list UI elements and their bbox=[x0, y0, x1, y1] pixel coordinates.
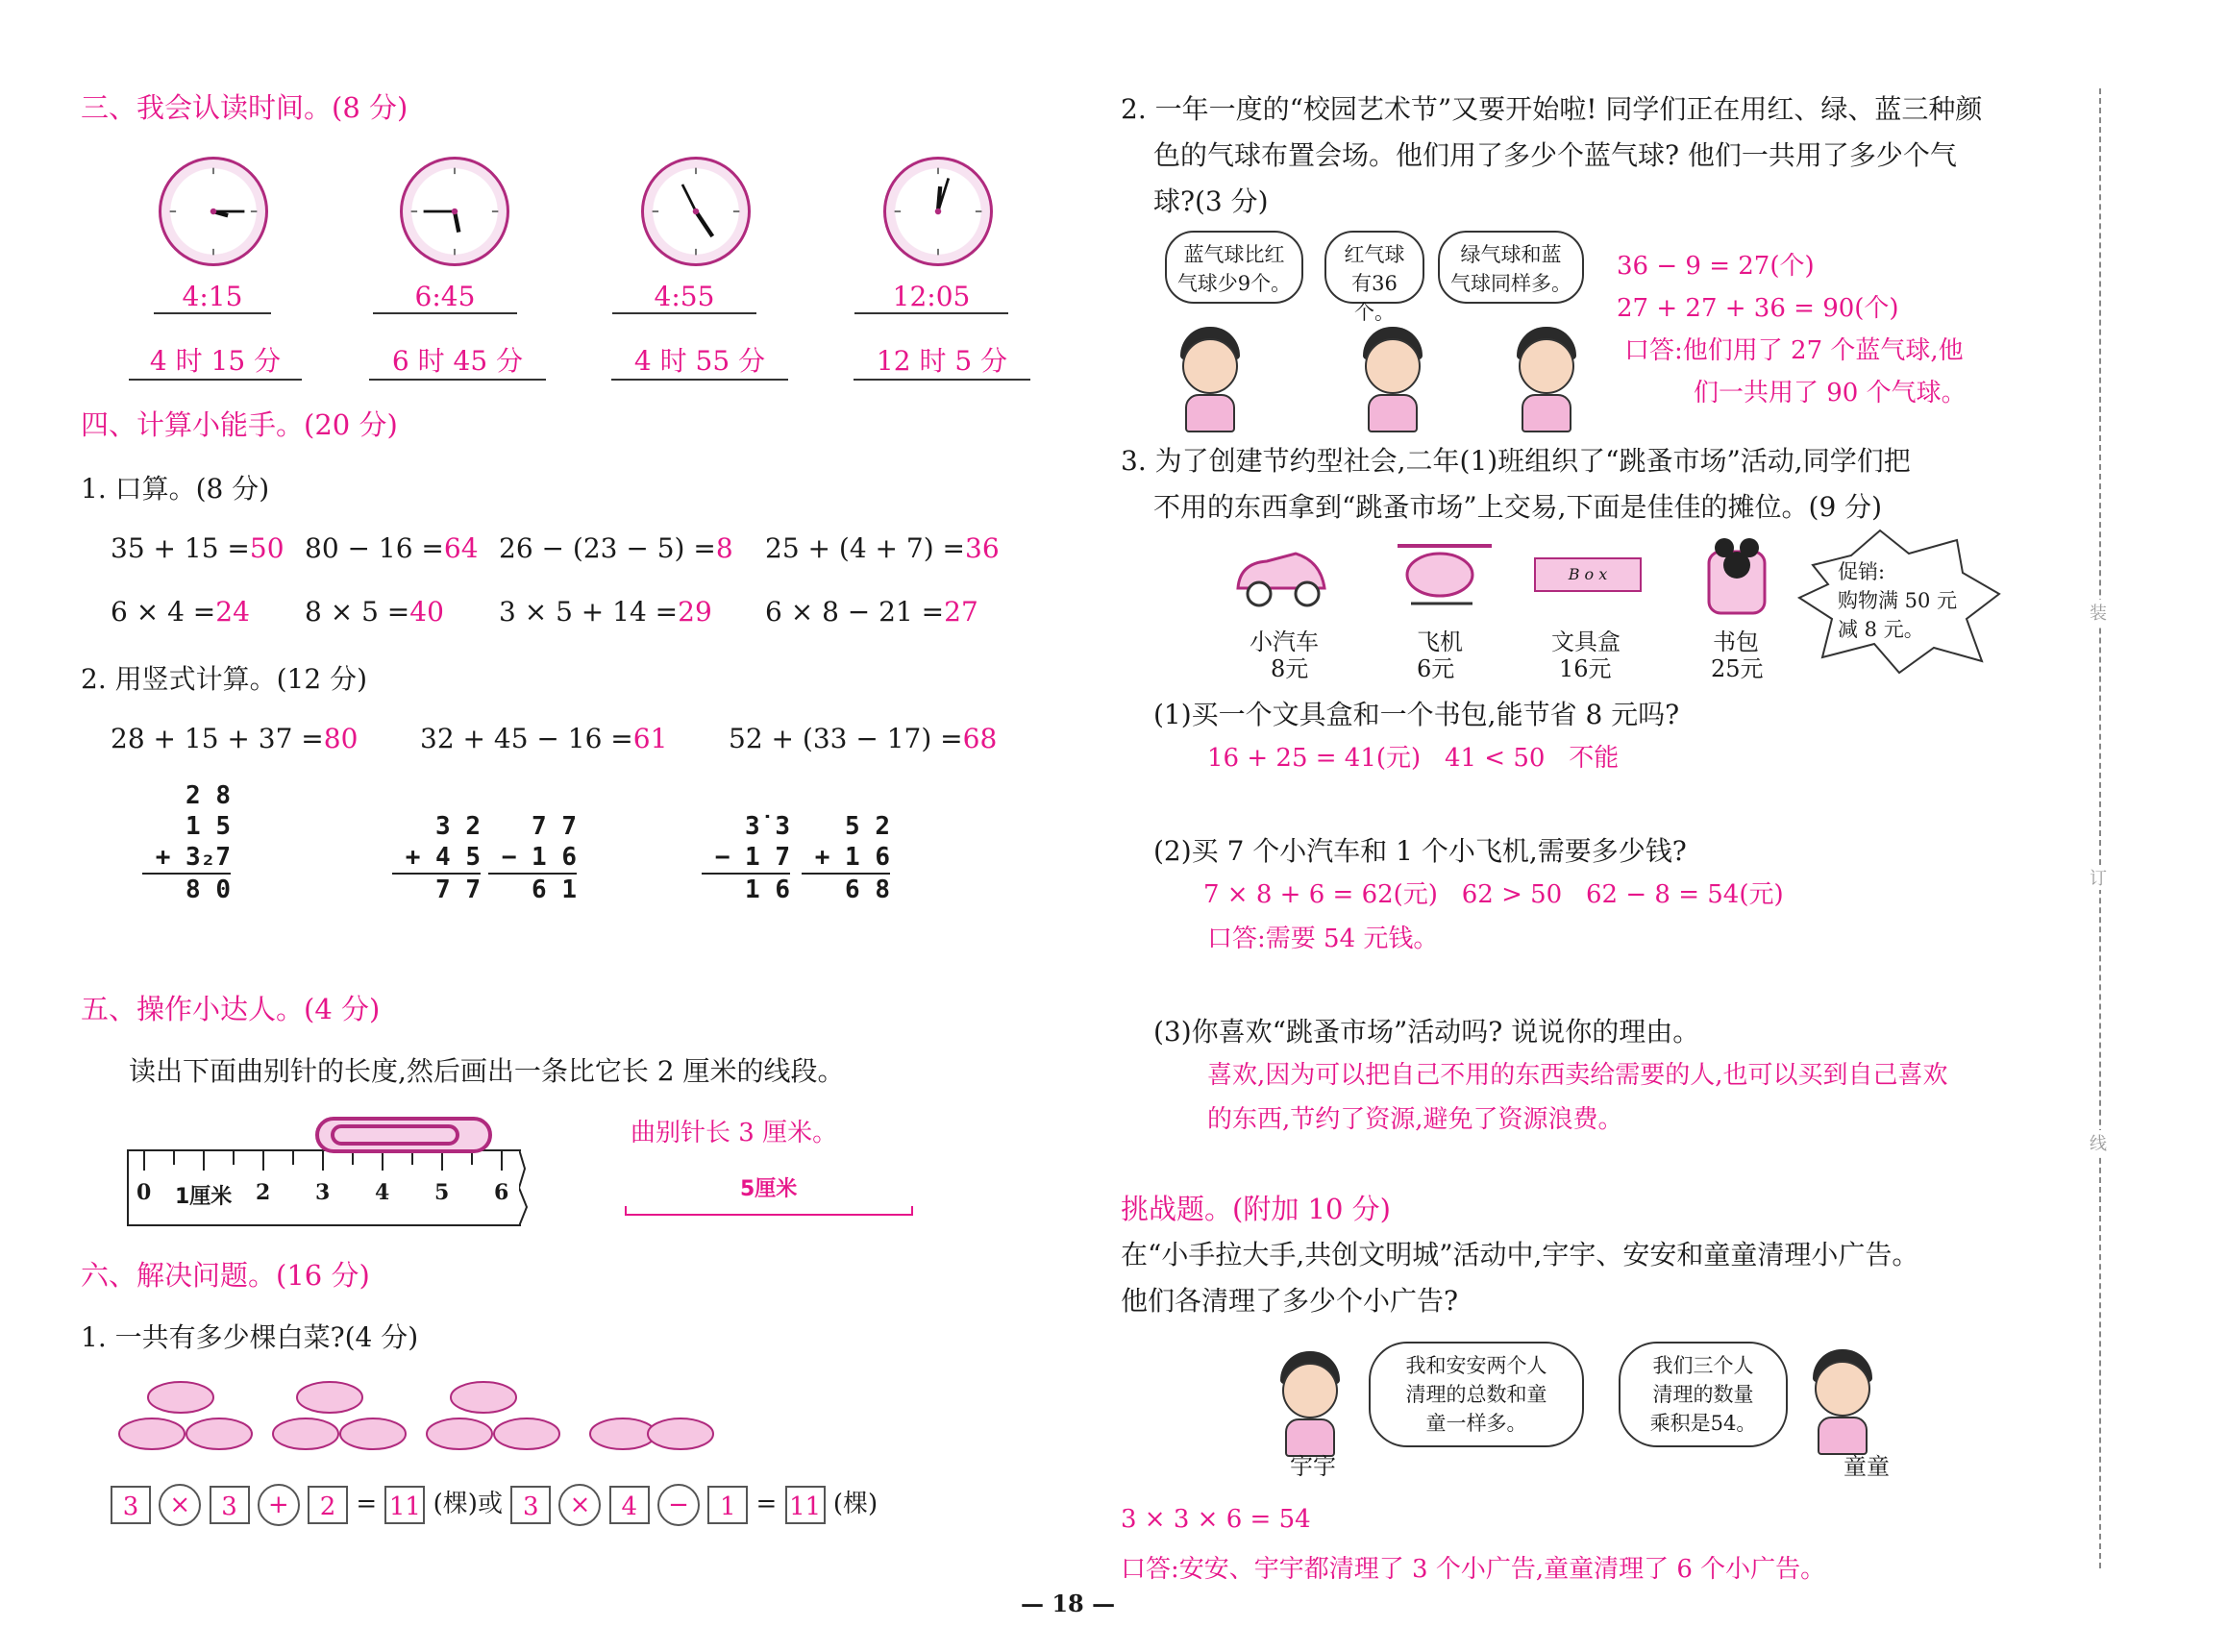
clock-face-4 bbox=[883, 157, 993, 266]
binding-dashed-line bbox=[2099, 88, 2101, 1568]
answer-box: 4 bbox=[609, 1486, 650, 1524]
clock-4-digital: 12:05 bbox=[854, 281, 1008, 314]
ruler-label-3: 3 bbox=[315, 1180, 331, 1205]
clock-icon bbox=[161, 160, 265, 263]
q2-line-3: 球?(3 分) bbox=[1153, 185, 1269, 217]
clock-face-1 bbox=[159, 157, 268, 266]
clock-icon bbox=[886, 160, 990, 263]
ruler-label-2: 2 bbox=[256, 1180, 271, 1205]
clock-2-words: 6 时 45 分 bbox=[369, 340, 546, 381]
drawn-line-segment bbox=[625, 1206, 913, 1216]
binding-char-1: 装 bbox=[2090, 600, 2107, 625]
clock-1-digital: 4:15 bbox=[154, 281, 271, 314]
speech-bubble-tongtong: 我们三个人 清理的数量 乘积是54。 bbox=[1619, 1342, 1788, 1447]
section-4-heading: 四、计算小能手。(20 分) bbox=[81, 408, 398, 441]
section-5-heading: 五、操作小达人。(4 分) bbox=[81, 993, 381, 1025]
oral-q-1: 35 + 15 =50 bbox=[111, 532, 285, 564]
schoolbag-icon bbox=[1703, 534, 1770, 617]
cabbage-illustration bbox=[113, 1368, 729, 1455]
vertical-eq-2: 32 + 45 − 16 =61 bbox=[420, 723, 668, 754]
girl-figure-1 bbox=[1180, 327, 1240, 432]
vertical-eq-1: 28 + 15 + 37 =80 bbox=[111, 723, 359, 754]
ruler-torn-edge bbox=[519, 1149, 538, 1226]
oral-q-6: 8 × 5 =40 bbox=[305, 596, 444, 628]
challenge-answer-2: 口答:安安、宇宇都清理了 3 个小广告,童童清理了 6 个小广告。 bbox=[1121, 1555, 1826, 1584]
section-5-instruction: 读出下面曲别针的长度,然后画出一条比它长 2 厘米的线段。 bbox=[129, 1055, 845, 1087]
clock-3-digital: 4:55 bbox=[612, 281, 756, 314]
clock-4-words: 12 时 5 分 bbox=[854, 340, 1030, 381]
answer-box: 1 bbox=[707, 1486, 748, 1524]
clock-icon bbox=[644, 160, 748, 263]
q3-sub-3: (3)你喜欢“跳蚤市场”活动吗? 说说你的理由。 bbox=[1153, 1016, 1700, 1048]
toy-car-icon bbox=[1228, 534, 1334, 613]
oral-q-3: 26 − (23 − 5) =8 bbox=[499, 532, 733, 564]
oral-q-8: 6 × 8 − 21 =27 bbox=[765, 596, 978, 628]
q3-line-1: 3. 为了创建节约型社会,二年(1)班组织了“跳蚤市场”活动,同学们把 bbox=[1121, 445, 1911, 477]
vertical-work-2a: 3 2 + 4 5 7 7 bbox=[392, 811, 481, 905]
q3-answer-1: 16 + 25 = 41(元) 41 < 50 不能 bbox=[1207, 744, 1620, 773]
clock-face-2 bbox=[400, 157, 509, 266]
drawn-line-label: 5厘米 bbox=[740, 1177, 798, 1201]
q3-answer-3b: 的东西,节约了资源,避免了资源浪费。 bbox=[1207, 1105, 1623, 1134]
q2-answer-1: 36 − 9 = 27(个) bbox=[1617, 252, 1815, 281]
toy-plane-icon bbox=[1392, 538, 1497, 611]
challenge-heading: 挑战题。(附加 10 分) bbox=[1121, 1193, 1391, 1225]
section-3-heading: 三、我会认读时间。(8 分) bbox=[81, 91, 408, 124]
operator-circle: − bbox=[657, 1484, 700, 1526]
girl-figure-2 bbox=[1363, 327, 1423, 432]
clock-2-digital: 6:45 bbox=[373, 281, 517, 314]
q3-sub-1: (1)买一个文具盒和一个书包,能节省 8 元吗? bbox=[1153, 699, 1680, 730]
speech-bubble-1: 蓝气球比红 气球少9个。 bbox=[1165, 231, 1303, 304]
promo-text: 促销: 购物满 50 元 减 8 元。 bbox=[1838, 560, 1958, 641]
challenge-line-1: 在“小手拉大手,共创文明城”活动中,宇宇、安安和童童清理小广告。 bbox=[1121, 1239, 1919, 1270]
answer-box: 11 bbox=[384, 1486, 425, 1524]
q3-line-2: 不用的东西拿到“跳蚤市场”上交易,下面是佳佳的摊位。(9 分) bbox=[1153, 491, 1883, 523]
paper-clip-icon bbox=[313, 1115, 496, 1157]
name-tongtong: 童童 bbox=[1843, 1453, 1890, 1480]
ruler-label-0: 0 bbox=[136, 1180, 152, 1205]
oral-calc-title: 1. 口算。(8 分) bbox=[81, 473, 270, 505]
ruler-label-1: 1厘米 bbox=[175, 1185, 233, 1209]
binding-char-2: 订 bbox=[2090, 865, 2107, 890]
ruler-label-6: 6 bbox=[494, 1180, 509, 1205]
oral-q-7: 3 × 5 + 14 =29 bbox=[499, 596, 712, 628]
clock-3-words: 4 时 55 分 bbox=[611, 340, 788, 381]
challenge-line-2: 他们各清理了多少个小广告? bbox=[1121, 1285, 1459, 1317]
oral-q-4: 25 + (4 + 7) =36 bbox=[765, 532, 1000, 564]
q3-answer-2b: 口答:需要 54 元钱。 bbox=[1207, 925, 1439, 953]
vertical-work-3b: 5 2 + 1 6 6 8 bbox=[802, 811, 890, 905]
answer-box: 2 bbox=[308, 1486, 348, 1524]
vertical-eq-3: 52 + (33 − 17) =68 bbox=[729, 723, 998, 754]
ruler-label-5: 5 bbox=[434, 1180, 450, 1205]
clock-icon bbox=[403, 160, 507, 263]
page-number: — 18 — bbox=[1021, 1590, 1116, 1617]
clock-face-3 bbox=[641, 157, 751, 266]
challenge-answer-1: 3 × 3 × 6 = 54 bbox=[1121, 1505, 1311, 1534]
q2-line-2: 色的气球布置会场。他们用了多少个蓝气球? 他们一共用了多少个气 bbox=[1153, 139, 1957, 171]
girl-figure-tongtong bbox=[1813, 1349, 1872, 1455]
vertical-work-3a: 3̇ 3 − 1 7 1 6 bbox=[702, 811, 790, 905]
oral-q-2: 80 − 16 =64 bbox=[305, 532, 479, 564]
q3-sub-2: (2)买 7 个小汽车和 1 个小飞机,需要多少钱? bbox=[1153, 835, 1687, 867]
vertical-work-2b: 7 7 − 1 6 6 1 bbox=[488, 811, 577, 905]
item-bag-price: 25元 bbox=[1711, 655, 1764, 682]
ruler bbox=[127, 1149, 521, 1226]
binding-char-3: 线 bbox=[2090, 1130, 2107, 1155]
pencil-box-icon: B o x bbox=[1534, 557, 1642, 592]
question-1-title: 1. 一共有多少棵白菜?(4 分) bbox=[81, 1321, 419, 1353]
answer-box: 3 bbox=[111, 1486, 151, 1524]
item-box-price: 16元 bbox=[1559, 655, 1612, 682]
speech-bubble-yuyu: 我和安安两个人 清理的总数和童 童一样多。 bbox=[1369, 1342, 1584, 1447]
operator-circle: × bbox=[159, 1484, 201, 1526]
cabbage-icon bbox=[113, 1368, 729, 1455]
name-yuyu: 宇宇 bbox=[1290, 1453, 1336, 1480]
vertical-calc-title: 2. 用竖式计算。(12 分) bbox=[81, 663, 367, 695]
clip-length-answer: 曲别针长 3 厘米。 bbox=[631, 1119, 838, 1147]
item-plane-name: 飞机 bbox=[1417, 629, 1463, 655]
operator-circle: + bbox=[258, 1484, 300, 1526]
item-car-price: 8元 bbox=[1271, 655, 1309, 682]
operator-circle: × bbox=[558, 1484, 601, 1526]
girl-figure-3 bbox=[1517, 327, 1576, 432]
answer-box: 11 bbox=[785, 1486, 826, 1524]
q2-answer-4: 们一共用了 90 个气球。 bbox=[1694, 379, 1967, 407]
cabbage-formula: 3 × 3 + 2 = 11 (棵)或 3 × 4 − 1 = 11 (棵) bbox=[111, 1484, 878, 1526]
section-6-heading: 六、解决问题。(16 分) bbox=[81, 1259, 370, 1292]
speech-bubble-2: 红气球 有36个。 bbox=[1324, 231, 1424, 304]
vertical-work-1: 2 8 1 5 + 3₂7 8 0 bbox=[142, 780, 231, 905]
item-car-name: 小汽车 bbox=[1250, 629, 1319, 655]
q3-answer-3: 喜欢,因为可以把自己不用的东西卖给需要的人,也可以买到自己喜欢 bbox=[1207, 1061, 1948, 1090]
item-plane-price: 6元 bbox=[1417, 655, 1455, 682]
speech-bubble-3: 绿气球和蓝 气球同样多。 bbox=[1438, 231, 1584, 304]
oral-q-5: 6 × 4 =24 bbox=[111, 596, 250, 628]
q2-line-1: 2. 一年一度的“校园艺术节”又要开始啦! 同学们正在用红、绿、蓝三种颜 bbox=[1121, 93, 1983, 125]
boy-figure bbox=[1280, 1351, 1340, 1457]
q3-answer-2: 7 × 8 + 6 = 62(元) 62 > 50 62 − 8 = 54(元) bbox=[1203, 880, 1784, 909]
ruler-label-4: 4 bbox=[375, 1180, 390, 1205]
q2-answer-2: 27 + 27 + 36 = 90(个) bbox=[1617, 294, 1899, 323]
answer-box: 3 bbox=[510, 1486, 551, 1524]
clock-1-words: 4 时 15 分 bbox=[129, 340, 302, 381]
q2-answer-3: 口答:他们用了 27 个蓝气球,他 bbox=[1624, 336, 1964, 365]
answer-box: 3 bbox=[210, 1486, 250, 1524]
item-bag-name: 书包 bbox=[1713, 629, 1759, 655]
item-box-name: 文具盒 bbox=[1551, 629, 1621, 655]
